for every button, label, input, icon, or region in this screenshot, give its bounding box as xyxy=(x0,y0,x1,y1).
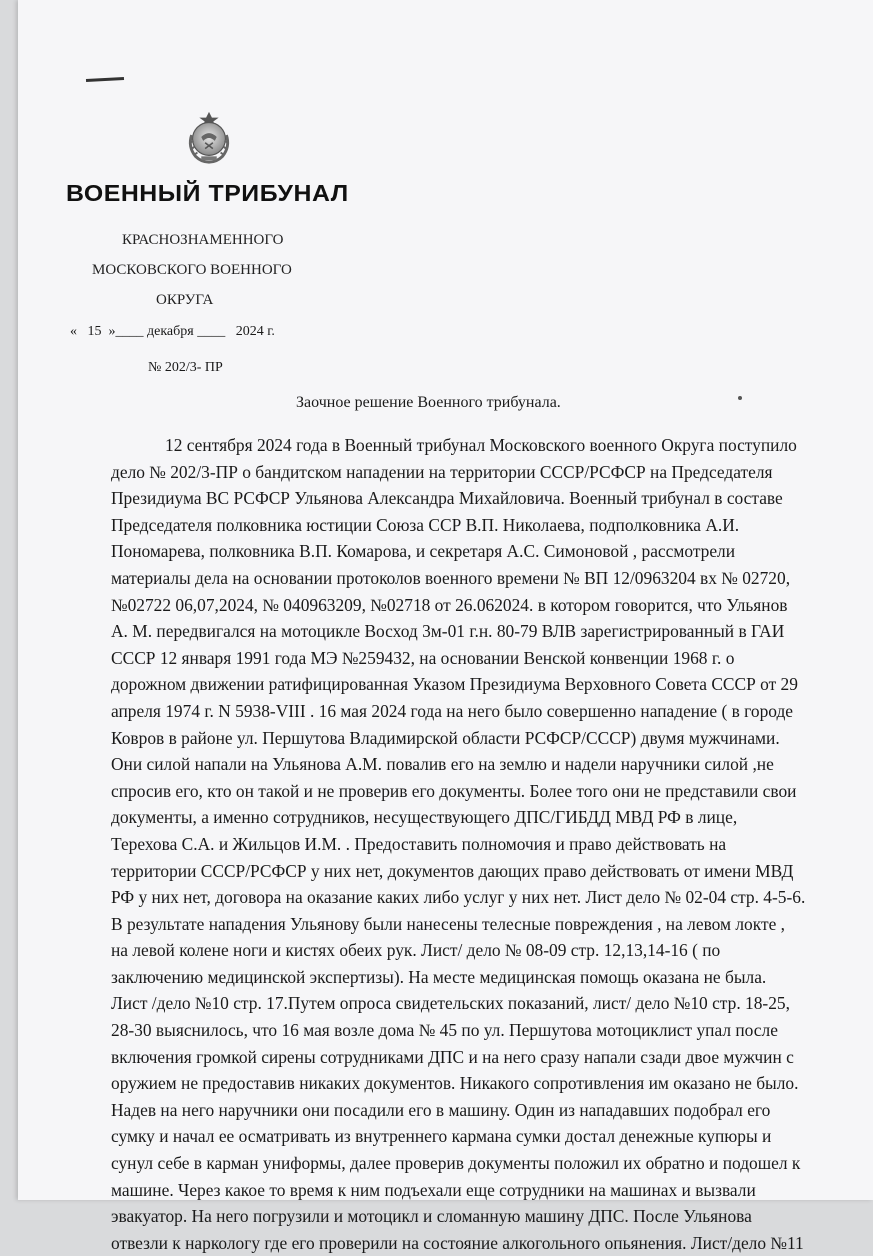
body-line: Президиума ВС РСФСР Ульянова Александра Михайловича. Военный трибунал в составе xyxy=(111,488,783,509)
body-line: №02722 06,07,2024, № 040963209, №02718 от 26.062024. в котором говорится, что Ульянов xyxy=(111,594,788,615)
subtitle-line-1: КРАСНОЗНАМЕННОГО xyxy=(122,232,284,248)
body-line: РФ у них нет, договора на оказание каких либо услуг у них нет. Лист дело № 02-04 стр. 4-5-6. xyxy=(111,887,806,908)
body-line: В результате нападения Ульянову были нанесены телесные повреждения , на левом локте , xyxy=(111,913,785,934)
document-page xyxy=(18,0,873,1253)
body-line: дорожном движении ратифицированная Указом Президиума Верховного Совета СССР от 29 xyxy=(111,674,798,695)
body-line: 28-30 выяснилось, что 16 мая возле дома № 45 по ул. Першутова мотоциклист упал после xyxy=(111,1020,778,1041)
subtitle-line-2: МОСКОВСКОГО ВОЕННОГО xyxy=(92,262,292,278)
body-line: заключению медицинской экспертизы). На месте медицинская помощь оказана не была. xyxy=(111,966,767,987)
body-line: Надев на него наручники они посадили его в машину. Один из нападавших подобрал его xyxy=(111,1099,771,1120)
body-line: Председателя полковника юстиции Союза ССР В.П. Николаева, подполковника А.И. xyxy=(111,514,740,535)
ussr-emblem-icon xyxy=(180,108,238,166)
pen-mark xyxy=(86,77,124,82)
body-line: эвакуатор. На него погрузили и мотоцикл и сломанную машину ДПС. После Ульянова xyxy=(111,1206,752,1227)
body-line: документы, а именно сотрудников, несуществующего ДПС/ГИБДД МВД РФ в лице, xyxy=(111,807,738,828)
document-title: Заочное решение Военного трибунала. xyxy=(296,394,561,411)
body-line: А. М. передвигался на мотоцикле Восход 3м-01 г.н. 80-79 ВЛВ зарегистрированный в ГАИ xyxy=(111,621,785,642)
subtitle-line-3: ОКРУГА xyxy=(156,292,214,308)
body-line: Пономарева, полковника В.П. Комарова, и секретаря А.С. Симоновой , рассмотрели xyxy=(111,541,736,562)
body-line: оружием не предоставив никаких документов. Никакого сопротивления им оказано не было. xyxy=(111,1073,799,1094)
body-line: Лист /дело №10 стр. 17.Путем опроса свидетельских показаний, лист/ дело №10 стр. 18-25, xyxy=(111,993,790,1014)
body-line: Они силой напали на Ульянова А.М. повалив его на землю и надели наручники силой ,не xyxy=(111,754,774,775)
body-line: на левой колене ноги и кистях обеих рук. Лист/ дело № 08-09 стр. 12,13,14-16 ( по xyxy=(111,940,721,961)
body-line: материалы дела на основании протоколов военного времени № ВП 12/0963204 вх № 02720, xyxy=(111,567,791,588)
body-line: сунул себе в карман униформы, далее проверив документы положил их обратно и подошел к xyxy=(111,1153,801,1174)
document-date: « 15 »____ декабря ____ 2024 г. xyxy=(70,324,275,339)
document-body xyxy=(111,432,851,1256)
body-line: включения громкой сирены сотрудниками ДПС и на него сразу напали сзади двое мужчин с xyxy=(111,1046,794,1067)
body-line: машине. Через какое то время к ним подъехали еще сотрудники на машинах и вызвали xyxy=(111,1179,756,1200)
body-line: спросив его, кто он такой и не проверив его документы. Более того они не представили свои xyxy=(111,780,797,801)
tribunal-heading: ВОЕННЫЙ ТРИБУНАЛ xyxy=(66,180,349,206)
body-line: СССР 12 января 1991 года МЭ №259432, на основании Венской конвенции 1968 г. о xyxy=(111,647,735,668)
body-line: 12 сентября 2024 года в Военный трибунал Московского военного Округа поступило xyxy=(165,435,797,455)
body-line: территории СССР/РСФСР у них нет, документов дающих право действовать от имени МВД xyxy=(111,860,794,881)
body-line: отвезли к наркологу где его проверили на состояние алкогольного опьянения. Лист/дело №11 xyxy=(111,1232,804,1253)
body-line: дело № 202/3-ПР о бандитском нападении на территории СССР/РСФСР на Председателя xyxy=(111,461,773,482)
body-line: апреля 1974 г. N 5938-VIII . 16 мая 2024 года на него было совершенно нападение ( в городе xyxy=(111,700,794,721)
case-number: № 202/3- ПР xyxy=(148,360,223,375)
body-line: Ковров в районе ул. Першутова Владимирской области РСФСР/СССР) двумя мужчинами. xyxy=(111,727,780,748)
ink-dot xyxy=(738,396,742,400)
body-line: Терехова С.А. и Жильцов И.М. . Предоставить полномочия и право действовать на xyxy=(111,833,727,854)
body-line: сумку и начал ее осматривать из внутреннего кармана сумки достал денежные купюры и xyxy=(111,1126,772,1147)
